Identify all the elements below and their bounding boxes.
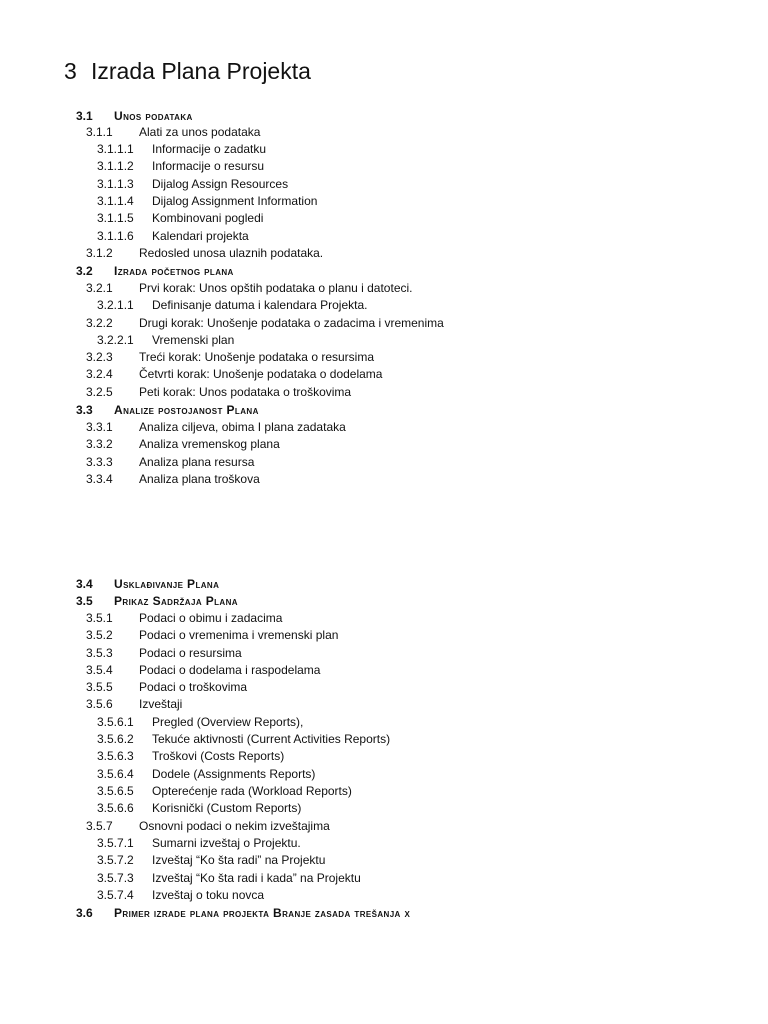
toc-entry-number: 3.2.1.1	[97, 298, 134, 312]
toc-entry-number: 3.5.6.1	[97, 715, 134, 729]
toc-entry-title: Informacije o zadatku	[152, 142, 267, 156]
toc-entry-number: 3.5.7.3	[97, 871, 134, 885]
toc-entry-number: 3.1.1.2	[97, 159, 134, 173]
toc-entry-title: Izveštaji	[139, 697, 183, 711]
toc-entry-number: 3.5.7.4	[97, 888, 134, 902]
toc-entry-title: Informacije o resursu	[152, 159, 265, 173]
toc-entry-number: 3.5.6.5	[97, 784, 134, 798]
toc-entry-title: Peti korak: Unos podataka o troškovima	[139, 385, 352, 399]
toc-entry-number: 3.5.4	[86, 663, 113, 677]
toc-entry-number: 3.5.6	[86, 697, 113, 711]
toc-entry-title: Opterećenje rada (Workload Reports)	[152, 784, 352, 798]
toc-entry-title: Alati za unos podataka	[139, 125, 261, 139]
toc-entry-title: Definisanje datuma i kalendara Projekta.	[152, 298, 368, 312]
toc-entry-number: 3.4	[76, 577, 93, 591]
toc-entry-number: 3.5.2	[86, 628, 113, 642]
toc-entry-title: Podaci o vremenima i vremenski plan	[139, 628, 339, 642]
toc-entry-number: 3.3	[76, 403, 93, 417]
toc-entry-number: 3.1.1.3	[97, 177, 134, 191]
toc-entry-title: Dijalog Assignment Information	[152, 194, 318, 208]
toc-entry-title: Analiza ciljeva, obima I plana zadataka	[139, 420, 346, 434]
toc-entry-number: 3.2.5	[86, 385, 113, 399]
toc-entry-title: Izrada početnog plana	[114, 264, 234, 278]
toc-entry-title: Prvi korak: Unos opštih podataka o planu i datoteci.	[139, 281, 413, 295]
toc-entry-title: Podaci o troškovima	[139, 680, 248, 694]
toc-entry-title: Četvrti korak: Unošenje podataka o dodelama	[139, 367, 383, 381]
toc-entry-number: 3.3.4	[86, 472, 113, 486]
toc-entry-number: 3.2	[76, 264, 93, 278]
toc-entry-title: Analiza plana resursa	[139, 455, 255, 469]
toc-entry-number: 3.5.6.4	[97, 767, 134, 781]
toc-entry-title: Izveštaj “Ko šta radi i kada” na Projektu	[152, 871, 361, 885]
toc-entry-number: 3.5.7.2	[97, 853, 134, 867]
toc-entry-title: Analiza vremenskog plana	[139, 437, 280, 451]
toc-entry-title: Troškovi (Costs Reports)	[152, 749, 285, 763]
toc-entry-title: Treći korak: Unošenje podataka o resursima	[139, 350, 374, 364]
toc-entry-title: Korisnički (Custom Reports)	[152, 801, 302, 815]
toc-entry-number: 3.5.7.1	[97, 836, 134, 850]
toc-entry-title: Podaci o dodelama i raspodelama	[139, 663, 321, 677]
toc-entry-number: 3.2.2.1	[97, 333, 134, 347]
toc-entry-number: 3.1	[76, 109, 93, 123]
toc-entry-title: Vremenski plan	[152, 333, 235, 347]
toc-entry-title: Podaci o resursima	[139, 646, 242, 660]
toc-entry-number: 3.5.5	[86, 680, 113, 694]
toc-entry-title: Dijalog Assign Resources	[152, 177, 289, 191]
toc-entry-number: 3.1.1.6	[97, 229, 134, 243]
toc-entry-number: 3.5.3	[86, 646, 113, 660]
toc-entry-title: Tekuće aktivnosti (Current Activities Reports)	[152, 732, 391, 746]
toc-entry-title: Pregled (Overview Reports),	[152, 715, 304, 729]
toc-entry-title: Usklađivanje Plana	[114, 577, 220, 591]
toc-entry-title: Kombinovani pogledi	[152, 211, 264, 225]
toc-entry-title: Prikaz Sadržaja Plana	[114, 594, 238, 608]
toc-entry-number: 3.5.6.3	[97, 749, 134, 763]
toc-entry-title: Izveštaj “Ko šta radi” na Projektu	[152, 853, 326, 867]
toc-entry-number: 3.5.7	[86, 819, 113, 833]
toc-entry-title: Unos podataka	[114, 109, 193, 123]
toc-entry-title: Drugi korak: Unošenje podataka o zadacima i vremenima	[139, 316, 444, 330]
page-title	[64, 56, 311, 86]
toc-entry-number: 3.2.3	[86, 350, 113, 364]
toc-entry-title: Dodele (Assignments Reports)	[152, 767, 316, 781]
page-title-text: Izrada Plana Projekta	[91, 58, 311, 84]
toc-entry-number: 3.3.1	[86, 420, 113, 434]
toc-entry-number: 3.2.4	[86, 367, 113, 381]
toc-entry-number: 3.6	[76, 906, 93, 920]
toc-entry-title: Analize postojanost Plana	[114, 403, 259, 417]
toc-entry-title: Primer izrade plana projekta Branje zasada trešanja x	[114, 906, 411, 920]
toc-entry-title: Kalendari projekta	[152, 229, 249, 243]
toc-entry-title: Podaci o obimu i zadacima	[139, 611, 283, 625]
toc-entry-number: 3.1.1.1	[97, 142, 134, 156]
toc-entry-number: 3.2.1	[86, 281, 113, 295]
page-title-number: 3	[64, 58, 77, 84]
toc-entry-title: Sumarni izveštaj o Projektu.	[152, 836, 301, 850]
toc-entry-number: 3.3.2	[86, 437, 113, 451]
toc-entry-number: 3.1.2	[86, 246, 113, 260]
toc-entry-title: Osnovni podaci o nekim izveštajima	[139, 819, 330, 833]
toc-entry-number: 3.5	[76, 594, 93, 608]
toc-entry-number: 3.1.1	[86, 125, 113, 139]
toc-entry-number: 3.5.6.2	[97, 732, 134, 746]
toc-entry-title: Izveštaj o toku novca	[152, 888, 265, 902]
toc-entry-number: 3.2.2	[86, 316, 113, 330]
toc-entry-number: 3.5.6.6	[97, 801, 134, 815]
toc-entry-number: 3.1.1.5	[97, 211, 134, 225]
toc-entry-title: Analiza plana troškova	[139, 472, 260, 486]
toc-entry-number: 3.3.3	[86, 455, 113, 469]
toc-entry-number: 3.5.1	[86, 611, 113, 625]
toc-entry-title: Redosled unosa ulaznih podataka.	[139, 246, 324, 260]
toc-entry-number: 3.1.1.4	[97, 194, 134, 208]
